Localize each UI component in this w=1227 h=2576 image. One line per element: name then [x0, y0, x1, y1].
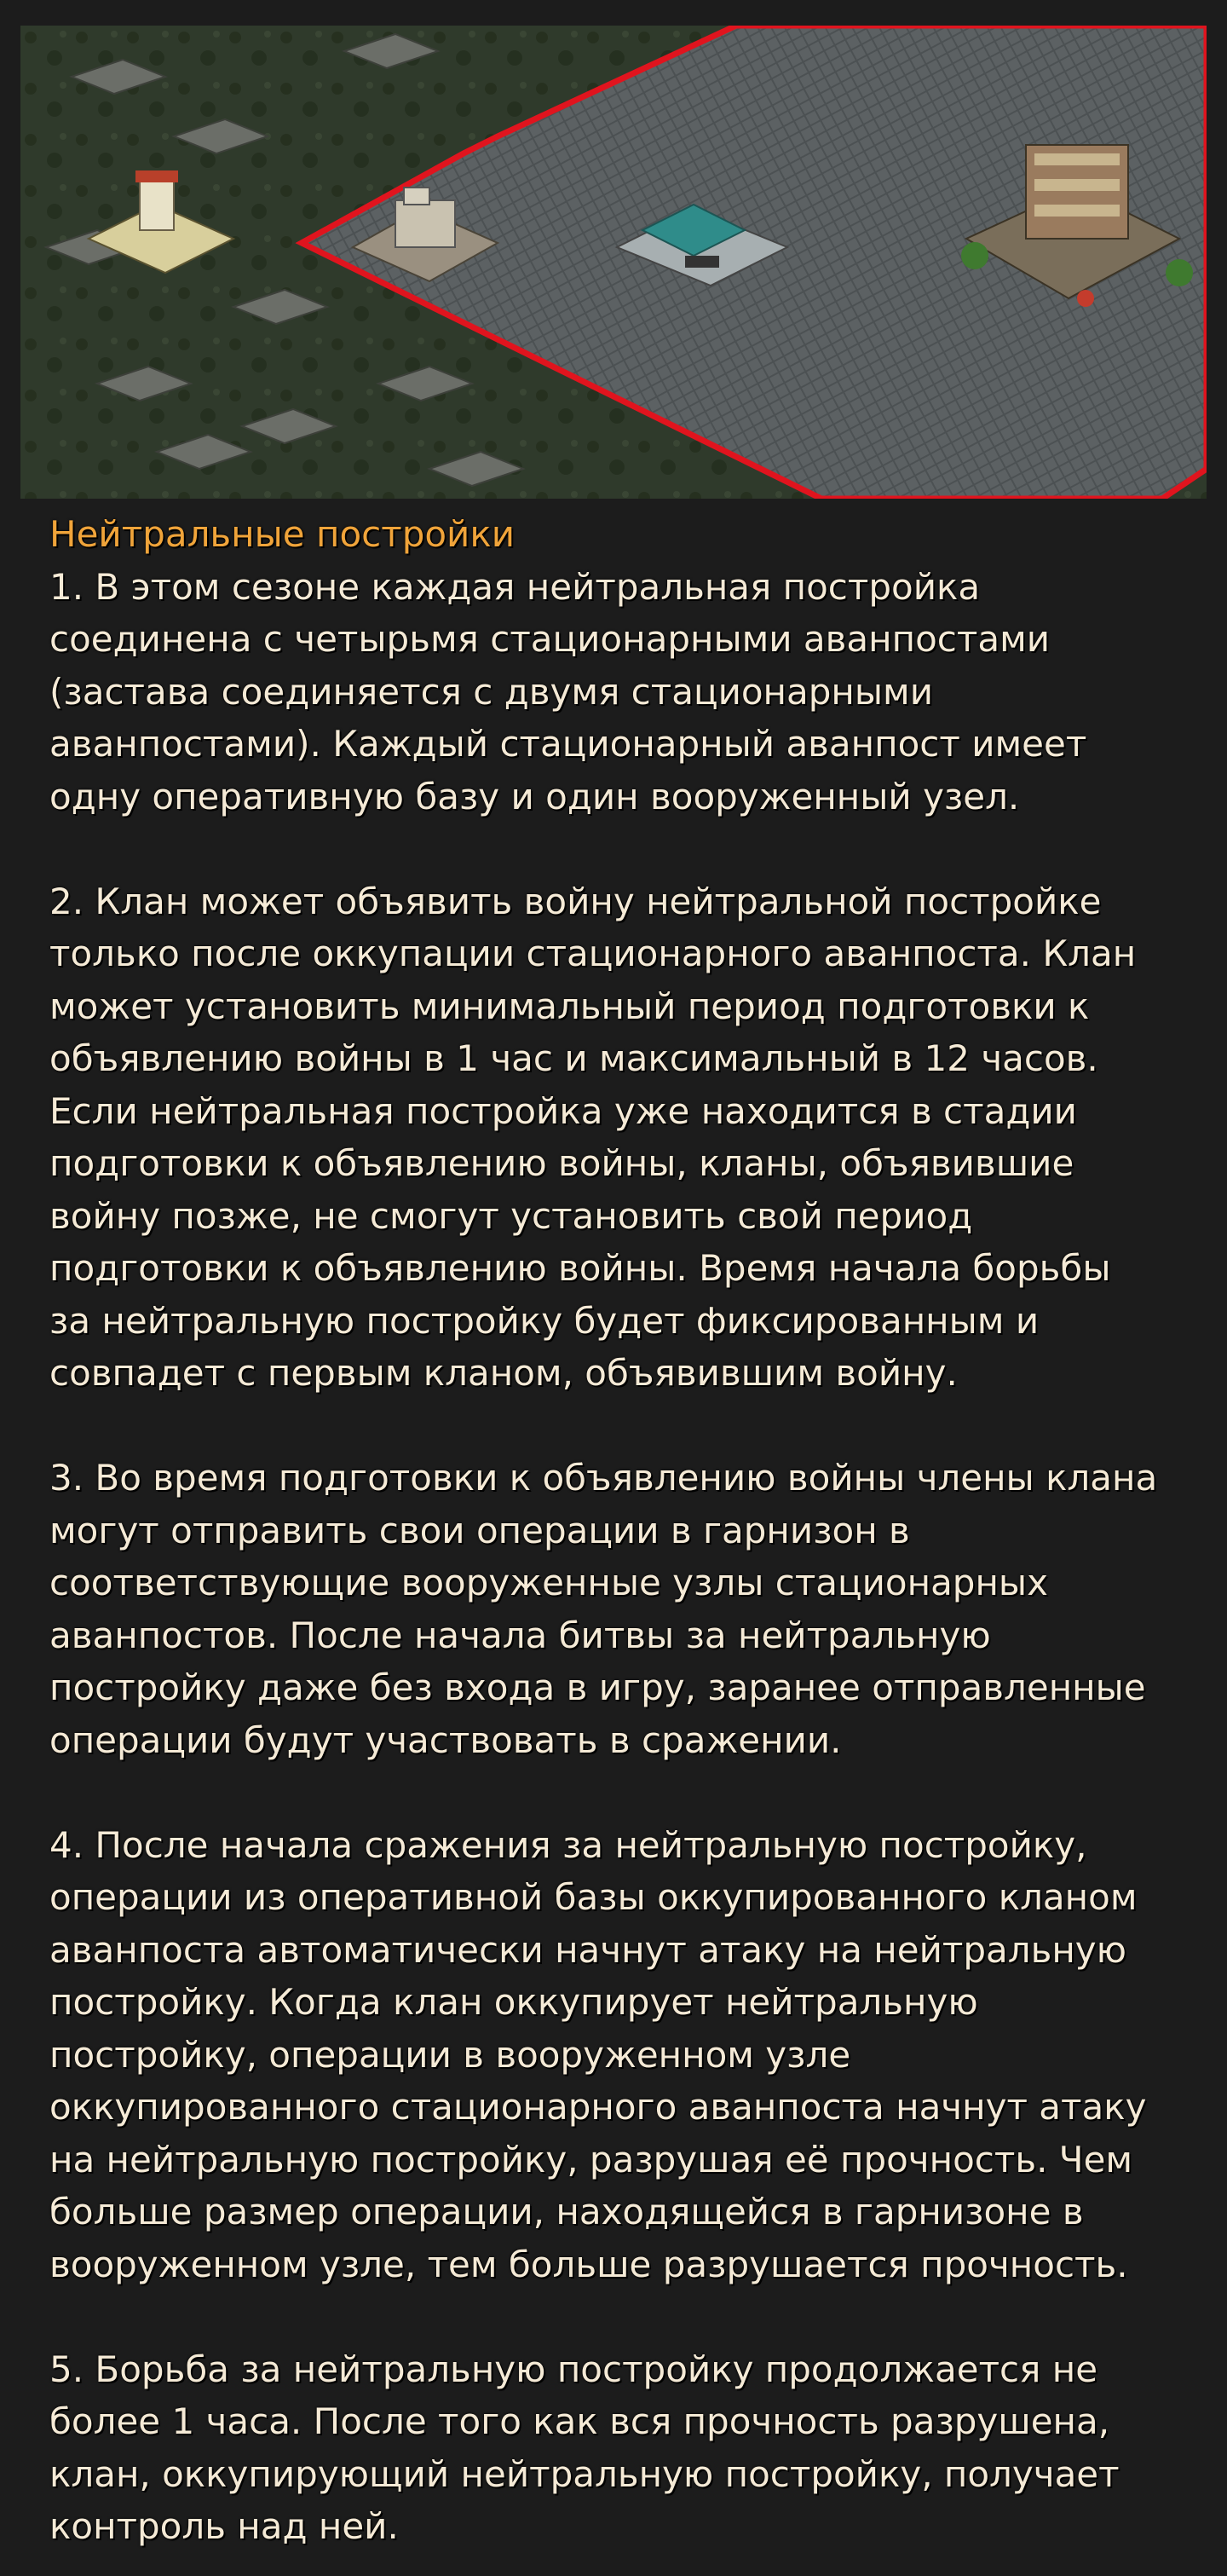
section-title: Нейтральные постройки: [49, 513, 516, 555]
rule-paragraph-3: 3. Во время подготовки к объявлению войны члены клана могут отправить свои операции в гарнизон в соответствующие вооруженные узлы стационарных аванпостов. После начала битвы за нейтральную постройку даже без входа в игру, заранее отправленные операции будут участвовать в сражении.: [49, 1457, 1158, 1761]
rule-paragraph-5: 5. Борьба за нейтральную постройку продолжается не более 1 часа. После того как вся прочность разрушена, клан, оккупирующий нейтральную постройку, получает контроль над ней.: [49, 2348, 1120, 2547]
banner-image: [20, 26, 1207, 499]
neutral-buildings-map-illustration-icon: [20, 26, 1207, 499]
rule-paragraph-2: 2. Клан может объявить войну нейтральной постройке только после оккупации стационарного аванпоста. Клан может установить минимальный период подготовки к объявлению войны в 1 час и максимальный в 12 часов. Если нейтральная постройка уже находится в стадии подготовки к объявлению войны, кланы, объявившие войну позже, не смогут установить свой период подготовки к объявлению войны. Время начала борьбы за нейтральную постройку будет фиксированным и совпадет с первым кланом, объявившим войну.: [49, 880, 1137, 1394]
neutral-buildings-description: [49, 508, 1191, 2553]
rule-paragraph-1: 1. В этом сезоне каждая нейтральная постройка соединена с четырьмя стационарными аванпостами (застава соединяется с двумя стационарными аванпостами). Каждый стационарный аванпост имеет одну оперативную базу и один вооруженный узел.: [49, 565, 1087, 817]
rule-paragraph-4: 4. После начала сражения за нейтральную постройку, операции из оперативной базы оккупированного кланом аванпоста автоматически начнут атаку на нейтральную постройку. Когда клан оккупирует нейтральную постройку, операции в вооруженном узле оккупированного стационарного аванпоста начнут атаку на нейтральную постройку, разрушая её прочность. Чем больше размер операции, находящейся в гарнизоне в вооруженном узле, тем больше разрушается прочность.: [49, 1823, 1147, 2285]
